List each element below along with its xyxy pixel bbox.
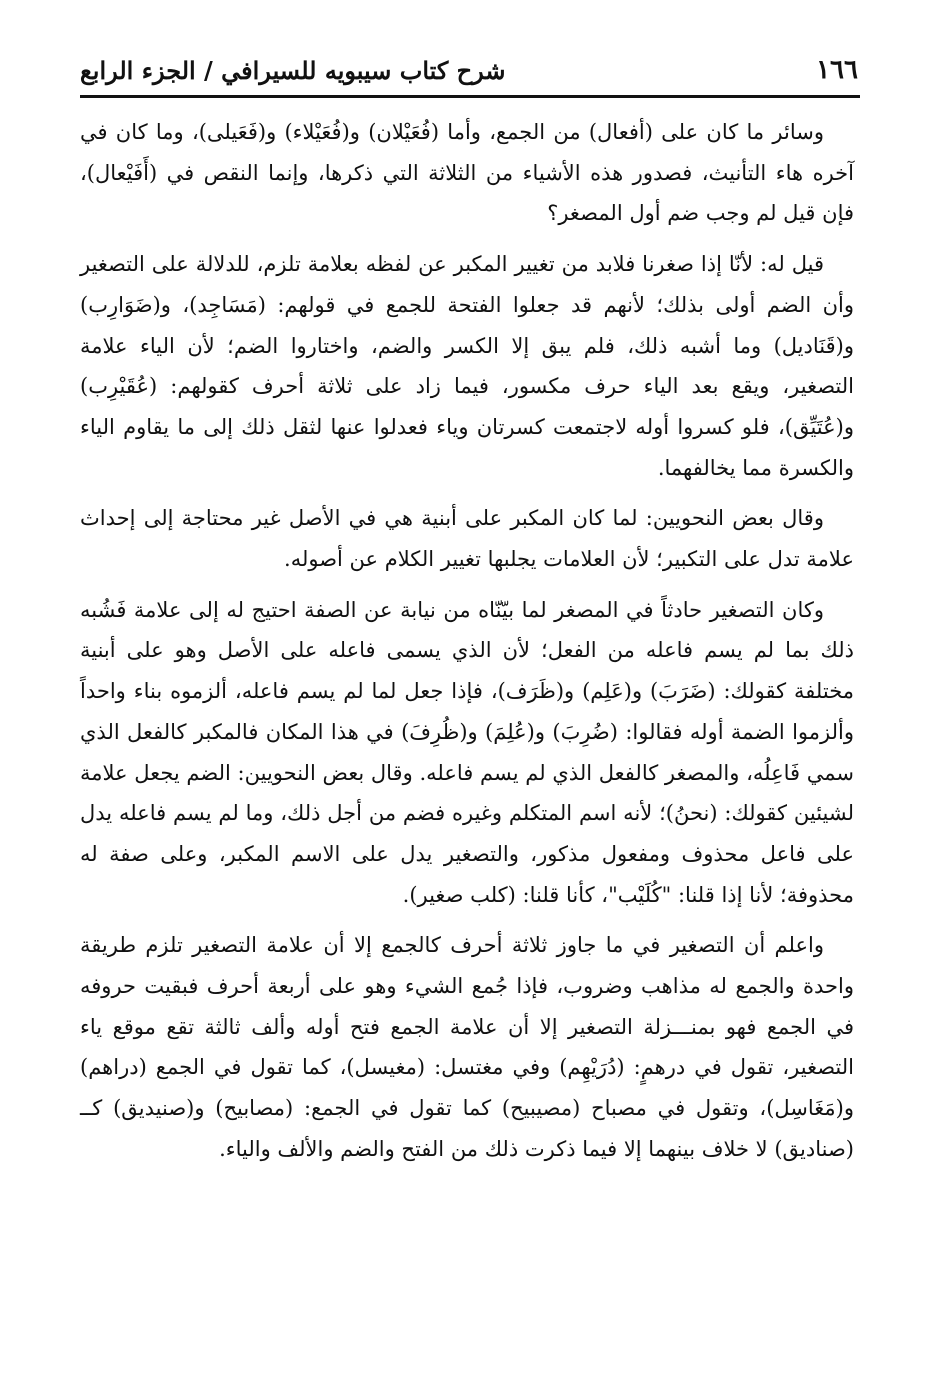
page-number: ١٦٦ bbox=[816, 55, 858, 85]
paragraph: قيل له: لأنّا إذا صغرنا فلابد من تغيير المكبر عن لفظه بعلامة تلزم، للدلالة على التصغير وأن الضم أولى بذلك؛ لأنهم قد جعلوا الفتحة للجمع في قولهم: (مَسَاجِد)، و(ضَوَارِب) و(قَنَاديل) وما أشبه ذلك، فلم يبق إلا الكسر والضم، واختاروا الضم؛ لأن الياء علامة التصغير، ويقع بعد الياء حرف مكسور، فيما زاد على ثلاثة أحرف كقولهم: (عُقَيْرِب) و(عُتَيِّق)، فلو كسروا أوله لاجتمعت كسرتان وياء فعدلوا عنها لثقل ذلك إلى ما يقاوم الياء والكسرة مما يخالفهما. bbox=[80, 252, 854, 480]
running-title: شرح كتاب سيبويه للسيرافي / الجزء الرابع bbox=[80, 55, 506, 85]
paragraph: وقال بعض النحويين: لما كان المكبر على أبنية هي في الأصل غير محتاجة إلى إحداث علامة تدل على التكبير؛ لأن العلامات يجلبها تغيير الكلام عن أصوله. bbox=[80, 506, 854, 572]
paragraph: وسائر ما كان على (أفعال) من الجمع، وأما (فُعَيْلان) و(فُعَيْلاء) و(فَعَيلى)، وما كان في آخره هاء التأنيث، فصدور هذه الأشياء من الثلاثة التي ذكرها، وإنما النقص في (أَفَيْعال)، فإن قيل لم وجب ضم أول المصغر؟ bbox=[80, 120, 854, 226]
text-body bbox=[80, 112, 854, 1180]
header-rule bbox=[80, 95, 860, 98]
page-header bbox=[80, 48, 858, 92]
paragraph: وكان التصغير حادثاً في المصغر لما بيّنّاه من نيابة عن الصفة احتيج له إلى علامة فَشُبه ذلك بما لم يسم فاعله من الفعل؛ لأن الذي يسمى فاعله على الأصل وهو على أبنية مختلفة كقولك: (ضَرَبَ) و(عَلِم) و(ظَرَف)، فإذا جعل لما لم يسم فاعله، ألزموه بناء واحداً وألزموا الضمة أوله فقالوا: (ضُرِبَ) و(عُلِمَ) و(ظُرِفَ) في هذا المكان فالمكبر كالفعل الذي سمي فَاعِلُه، والمصغر كالفعل الذي لم يسم فاعله. وقال بعض النحويين: الضم يجعل علامة لشيئين كقولك: (نحنُ)؛ لأنه اسم المتكلم وغيره فضم من أجل ذلك، وما لم يسم فاعله يدل على فاعل محذوف ومفعول مذكور، والتصغير يدل على الاسم المكبر، وعلى صفة له محذوفة؛ لأنا إذا قلنا: "كُلَيْب"، كأنا قلنا: (كلب صغير). bbox=[80, 597, 854, 907]
paragraph: واعلم أن التصغير في ما جاوز ثلاثة أحرف كالجمع إلا أن علامة التصغير تلزم طريقة واحدة والجمع له مذاهب وضروب، فإذا جُمع الشيء وهو على أربعة أحرف فبقيت حروفه في الجمع فهو بمنـــزلة التصغير إلا أن علامة الجمع فتح أوله وألف ثالثة تقع موقع ياء التصغير، تقول في درهمٍ: (دُرَيْهِم) وفي مغتسل: (مغيسل)، كما تقول في الجمع (دراهم) و(مَغَاسِل)، وتقول في مصباح (مصيبيح) كما تقول في الجمع: (مصابيح) و(صنيديق) كــ (صناديق) لا خلاف بينهما إلا فيما ذكرت ذلك من الفتح والضم والألف والياء. bbox=[80, 933, 854, 1161]
